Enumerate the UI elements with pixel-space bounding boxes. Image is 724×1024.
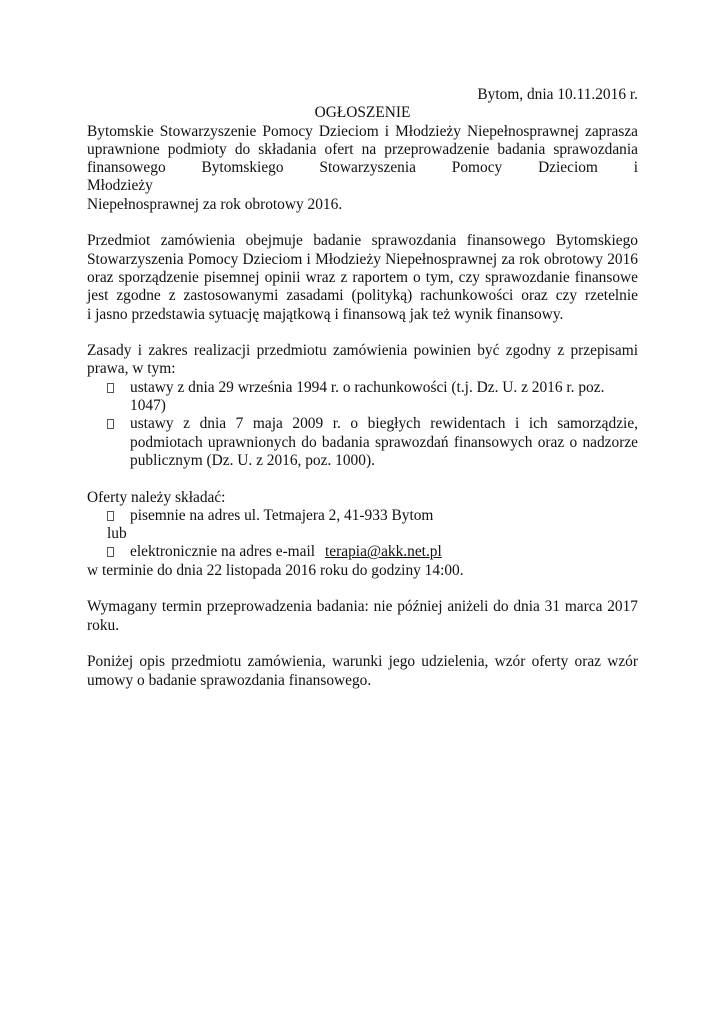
date-line: Bytom, dnia 10.11.2016 r.: [477, 86, 638, 103]
list-item-text: ustawy z dnia 7 maja 2009 r. o biegłych rewidentach i ich samorządzie,: [130, 415, 638, 433]
list-item: [107, 415, 638, 470]
closing-line: Poniżej opis przedmiotu zamówienia, warunki jego udzielenia, wzór oferty oraz wzór: [87, 653, 638, 671]
intro-line: Niepełnosprawnej za rok obrotowy 2016.: [87, 195, 343, 213]
or-text: lub: [107, 525, 127, 543]
rules-line: prawa, w tym:: [87, 360, 176, 378]
subject-line: Stowarzyszenia Pomocy Dzieciom i Młodzieży Niepełnosprawnej za rok obrotowy 2016: [87, 250, 638, 268]
document-page: [87, 86, 638, 690]
intro-line: uprawnione podmioty do składania ofert na przeprowadzenie badania sprawozdania: [87, 140, 638, 158]
rules-line: Zasady i zakres realizacji przedmiotu zamówienia powinien być zgodny z przepisami: [87, 342, 638, 360]
subject-line: oraz sporządzenie pisemnej opinii wraz z raportem o tym, czy sprawozdanie finansowe: [87, 268, 638, 286]
closing-paragraph: [87, 653, 638, 690]
subject-line: Przedmiot zamówienia obejmuje badanie sprawozdania finansowego Bytomskiego: [87, 232, 638, 250]
bullet-icon: [107, 379, 130, 393]
rules-paragraph: [87, 342, 638, 470]
intro-line: Bytomskie Stowarzyszenie Pomocy Dzieciom i Młodzieży Niepełnosprawnej zaprasza: [87, 122, 638, 140]
offers-heading: Oferty należy składać:: [87, 488, 226, 506]
deadline-line: w terminie do dnia 22 listopada 2016 roku do godziny 14:00.: [87, 561, 464, 579]
postal-address: pisemnie na adres ul. Tetmajera 2, 41-933 Bytom: [130, 506, 434, 524]
list-item: [107, 543, 638, 561]
intro-line: finansowego Bytomskiego Stowarzyszenia Pomocy Dzieciom i Młodzieży: [87, 159, 638, 195]
term-line: roku.: [87, 616, 120, 634]
list-item-text: ustawy z dnia 29 września 1994 r. o rachunkowości (t.j. Dz. U. z 2016 r. poz. 1047): [130, 378, 605, 415]
list-item-text: podmiotach uprawnionych do badania sprawozdań finansowych oraz o nadzorze: [130, 433, 638, 451]
subject-line: jest zgodne z zastosowanymi zasadami (polityką) rachunkowości oraz czy rzetelnie: [87, 287, 638, 305]
term-paragraph: [87, 598, 638, 635]
email-link[interactable]: terapia@akk.net.pl: [325, 543, 442, 561]
offers-paragraph: [87, 489, 638, 580]
document-title: OGŁOSZENIE: [314, 104, 411, 122]
term-line: Wymagany termin przeprowadzenia badania: nie później aniżeli do dnia 31 marca 2017: [87, 598, 638, 616]
subject-paragraph: [87, 232, 638, 323]
bullet-icon: [107, 507, 130, 521]
electronic-prefix: elektronicznie na adres e-mail: [130, 543, 316, 561]
list-item: [107, 379, 638, 416]
bullet-icon: [107, 543, 130, 557]
subject-line: i jasno przedstawia sytuację majątkową i finansową jak też wynik finansowy.: [87, 305, 564, 323]
list-item-text: publicznym (Dz. U. z 2016, poz. 1000).: [130, 451, 375, 469]
closing-line: umowy o badanie sprawozdania finansowego.: [87, 671, 372, 689]
bullet-icon: [107, 415, 130, 429]
list-item: [107, 507, 638, 525]
intro-paragraph: [87, 123, 638, 214]
